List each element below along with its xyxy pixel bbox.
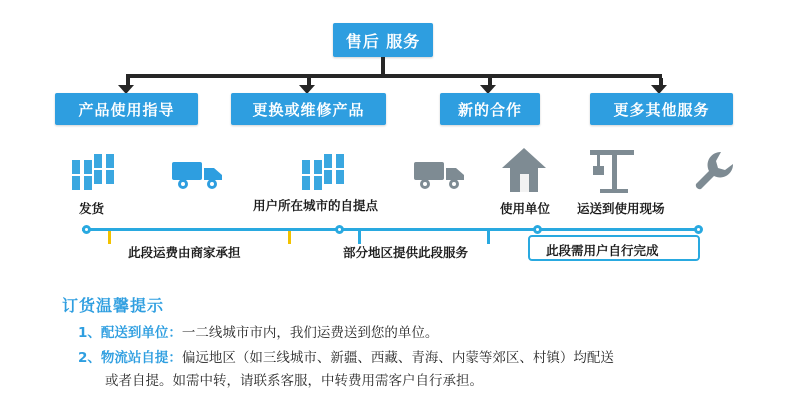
note-item-1-num: 1、 (78, 325, 101, 341)
note-item-2-key: 物流站自提： (100, 350, 182, 366)
timeline-tick-1 (108, 231, 111, 244)
timeline-segment-label-3: 此段需用户自行完成 (546, 243, 659, 258)
boxes-icon (300, 150, 350, 194)
note-item-2-body: 偏远地区（如三线城市、新疆、西藏、青海、内蒙等郊区、村镇）均配送 (181, 350, 614, 366)
note-item-2-num: 2、 (78, 350, 101, 366)
stage-label-user-unit: 使用单位 (500, 201, 551, 216)
timeline-segment-label-1: 此段运费由商家承担 (128, 245, 241, 260)
note-item-3-body: 或者自提。如需中转，请联系客服，中转费用需客户自行承担。 (105, 373, 483, 389)
stage-label-delivery-site: 运送到使用现场 (577, 201, 665, 216)
stage-label-pickup-point: 用户所在城市的自提点 (253, 198, 379, 213)
connector-horizontal-bar (126, 74, 662, 78)
note-item-1-body: 一二线城市市内，我们运费送到您的单位。 (181, 325, 439, 341)
flow-branch-new-cooperation: 新的合作 (440, 93, 540, 125)
timeline-tick-4 (487, 231, 490, 244)
note-item-2 (78, 348, 614, 368)
flow-root-box: 售后 服务 (333, 23, 433, 57)
crane-icon (586, 146, 638, 194)
note-item-3 (105, 371, 483, 391)
timeline-dot-end (694, 225, 703, 234)
connector-root-vertical (381, 57, 385, 74)
timeline-dot-unit (533, 225, 542, 234)
boxes-icon (70, 150, 120, 194)
stage-label-shipping: 发货 (79, 201, 105, 216)
timeline-axis (82, 228, 702, 231)
timeline-segment-label-2: 部分地区提供此段服务 (343, 245, 469, 260)
note-item-1 (78, 323, 438, 343)
timeline-dot-mid (335, 225, 344, 234)
flow-branch-replace-repair: 更换或维修产品 (231, 93, 386, 125)
timeline-tick-2 (288, 231, 291, 244)
house-icon (500, 146, 548, 194)
truck-icon (412, 158, 468, 192)
timeline-dot-start (82, 225, 91, 234)
flow-branch-more-services: 更多其他服务 (590, 93, 733, 125)
note-item-1-key: 配送到单位： (100, 325, 182, 341)
wrench-icon (690, 148, 736, 194)
notes-title: 订货温馨提示 (62, 296, 165, 315)
truck-icon (170, 158, 226, 192)
flow-branch-product-guide: 产品使用指导 (55, 93, 198, 125)
